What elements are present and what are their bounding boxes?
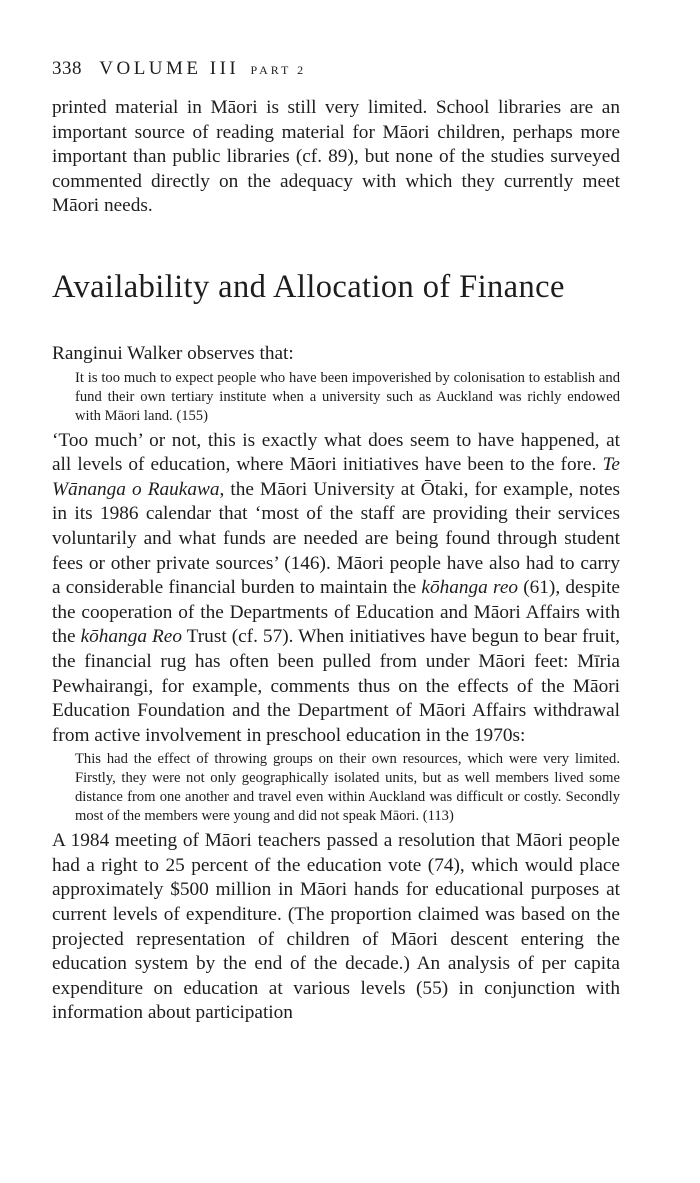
page-number: 338 [52,58,82,79]
block-quote-walker: It is too much to expect people who have been impoverished by colonisation to establish and fund their own tertiary institute when a university such as Auckland was richly endowed with Māori land. (155) [75,369,620,424]
text-run: , the Māori University at Ōtaki, for example, notes in its 1986 calendar that ‘most of the staff are providing their services voluntarily and what funds are needed are being found through student fees or other private sources’ (146). Māori people have also had to carry a considerable financial burden to maintain the [52,478,621,599]
running-head [52,58,620,80]
italic-term: Te Wānanga o Raukawa [52,454,620,500]
section-heading: Availability and Allocation of Finance [52,268,565,305]
part-label: PART 2 [250,63,307,77]
volume-label: VOLUME III [99,58,240,79]
italic-term: kōhanga Reo [80,626,182,648]
text-run: Trust (cf. 57). When initiatives have begun to bear fruit, the financial rug has often been pulled from under Māori feet: Mīria Pewhairangi, for example, comments thus on the effects of the Māori Education Foundation and the Department of Māori Affairs withdrawal from active involvement in preschool education in the 1970s: [52,626,620,746]
text-run: (61), despite the cooperation of the Departments of Education and Māori Affairs with the [52,577,620,648]
document-page [52,58,620,1026]
quote-intro: Ranginui Walker observes that: [52,342,294,364]
paragraph-resolution: A 1984 meeting of Māori teachers passed a resolution that Māori people had a right to 25 percent of the education vote (74), which would place approximately $500 million in Māori hands for educational purposes at current levels of expenditure. (The proportion claimed was based on the projected representation of children of Māori descent entering the education system by the end of the decade.) An analysis of per capita expenditure on education at various levels (55) in conjunction with information about participation [52,830,620,1024]
italic-term: kōhanga reo [421,577,519,599]
paragraph-initiatives [52,429,620,749]
block-quote-pewhairangi: This had the effect of throwing groups on their own resources, which were very limited. Firstly, they were not only geographically isolated units, but as well members lived some distance from one another and travel even within Auckland was difficult or costly. Secondly most of the members were young and did not speak Māori. (113) [75,751,620,825]
text-run: ‘Too much’ or not, this is exactly what does seem to have happened, at all levels of education, where Māori initiatives have been to the fore. [52,429,620,476]
paragraph-libraries: printed material in Māori is still very limited. School libraries are an important source of reading material for Māori children, perhaps more important than public libraries (cf. 89), but none of the studies surveyed commented directly on the adequacy with which they currently meet Māori needs. [52,97,620,217]
